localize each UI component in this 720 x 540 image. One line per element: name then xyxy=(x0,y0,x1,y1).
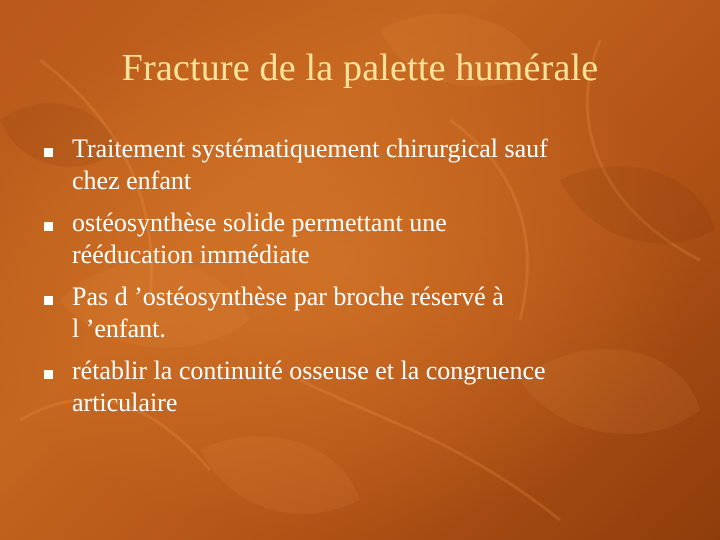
square-bullet-icon xyxy=(44,222,53,231)
bullet-item xyxy=(44,207,674,271)
bullet-line: rétablir la continuité osseuse et la congruence xyxy=(72,356,546,385)
bullet-item xyxy=(44,355,674,419)
slide-title: Fracture de la palette humérale xyxy=(121,47,599,89)
bullet-item xyxy=(44,281,674,345)
bullet-list xyxy=(44,133,674,429)
bullet-line: Pas d ’ostéosynthèse par broche réservé à xyxy=(72,282,504,311)
bullet-item xyxy=(44,133,674,197)
square-bullet-icon xyxy=(44,296,53,305)
bullet-line: chez enfant xyxy=(72,166,192,195)
square-bullet-icon xyxy=(44,148,53,157)
bullet-line: ostéosynthèse solide permettant une xyxy=(72,208,447,237)
bullet-line: articulaire xyxy=(72,388,178,417)
square-bullet-icon xyxy=(44,370,53,379)
bullet-line: Traitement systématiquement chirurgical sauf xyxy=(72,134,548,163)
bullet-line: l ’enfant. xyxy=(72,314,166,343)
bullet-line: rééducation immédiate xyxy=(72,240,310,269)
